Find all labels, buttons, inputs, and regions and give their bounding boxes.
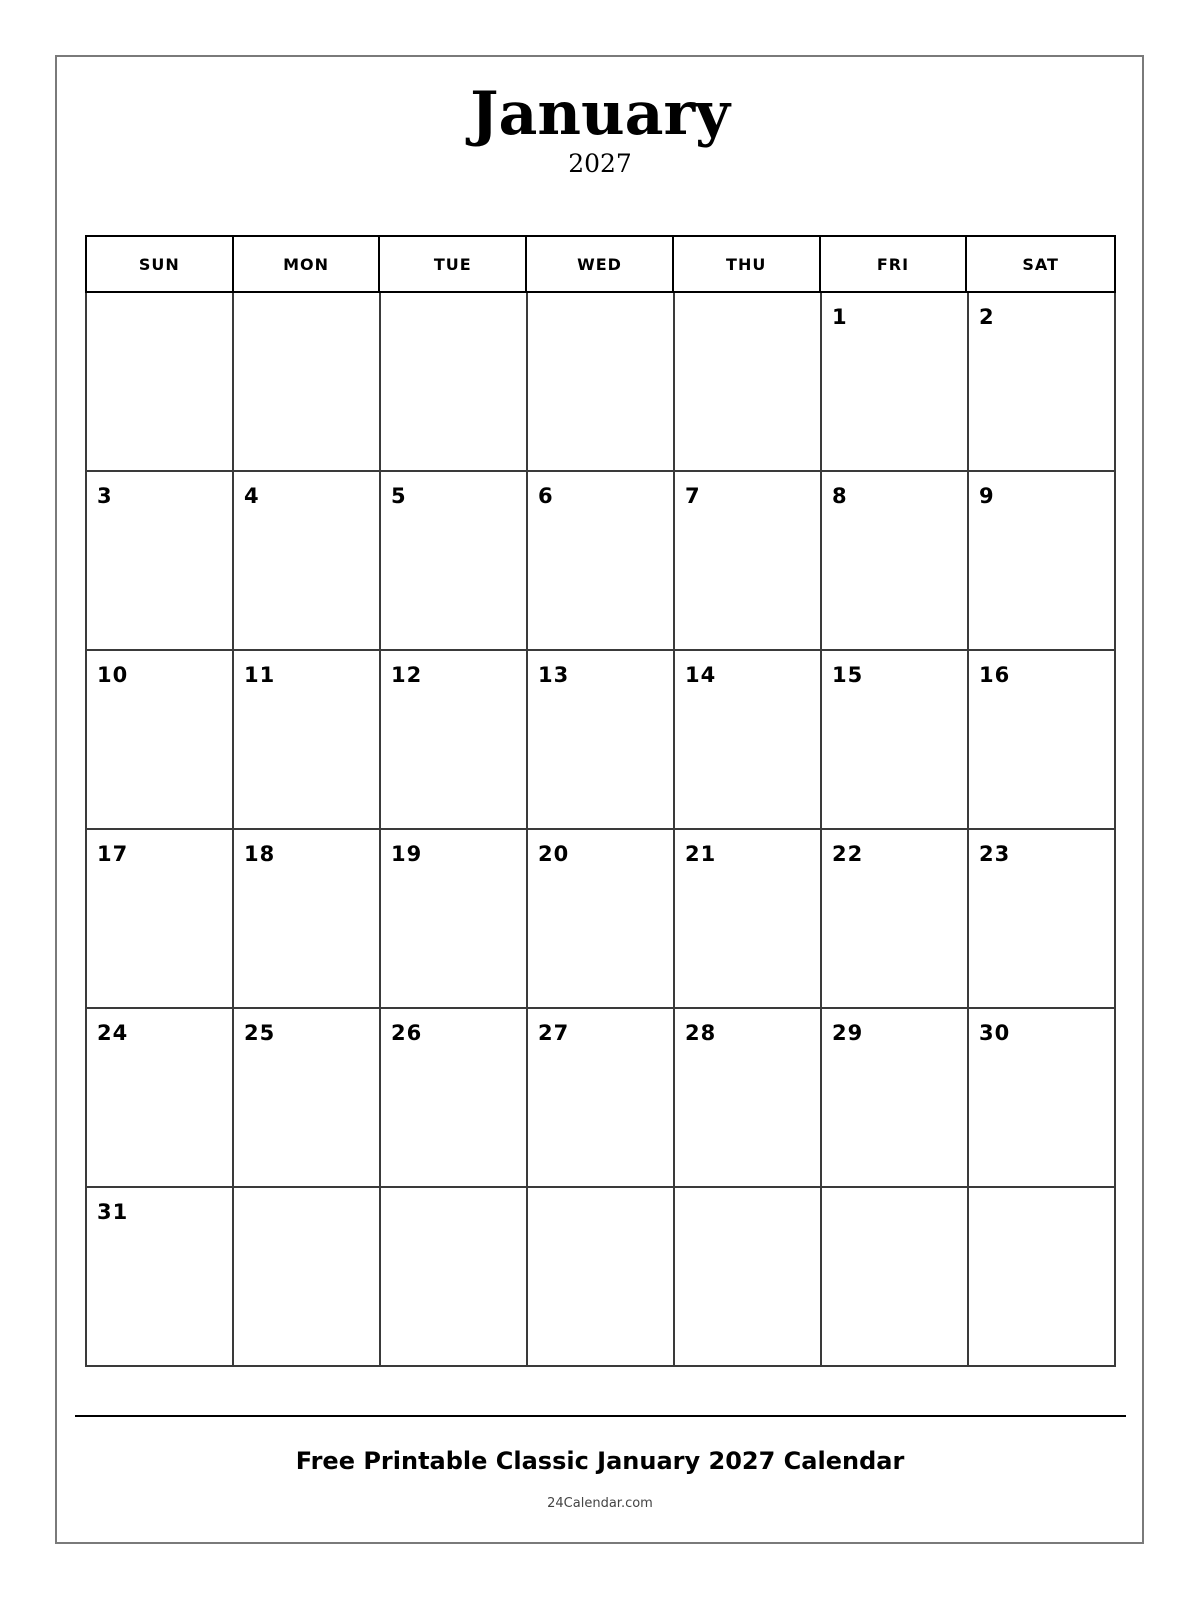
day-cell — [969, 651, 1116, 830]
weekday-header-row — [85, 235, 1116, 293]
day-cell — [234, 1188, 381, 1367]
day-cell — [528, 830, 675, 1009]
day-cell — [381, 651, 528, 830]
day-number: 10 — [97, 663, 129, 687]
day-cell — [234, 651, 381, 830]
day-cell — [822, 293, 969, 472]
day-number: 30 — [979, 1021, 1011, 1045]
day-number: 23 — [979, 842, 1011, 866]
day-cell — [528, 1009, 675, 1188]
day-number: 9 — [979, 484, 995, 508]
day-cell — [528, 651, 675, 830]
day-cell — [822, 651, 969, 830]
day-cell — [87, 1009, 234, 1188]
day-number: 3 — [97, 484, 113, 508]
day-cell — [381, 293, 528, 472]
day-number: 12 — [391, 663, 423, 687]
day-cell — [675, 293, 822, 472]
day-number: 16 — [979, 663, 1011, 687]
day-cell — [822, 830, 969, 1009]
month-title: January — [470, 79, 730, 149]
day-number: 8 — [832, 484, 848, 508]
day-number: 25 — [244, 1021, 276, 1045]
day-cell — [822, 472, 969, 651]
day-cell — [87, 1188, 234, 1367]
day-cell — [381, 1188, 528, 1367]
day-number: 21 — [685, 842, 717, 866]
day-number: 20 — [538, 842, 570, 866]
day-cell — [381, 472, 528, 651]
day-cell — [675, 1188, 822, 1367]
day-number: 6 — [538, 484, 554, 508]
day-cell — [969, 1188, 1116, 1367]
day-cell — [528, 293, 675, 472]
day-cell — [528, 1188, 675, 1367]
calendar-table — [85, 235, 1116, 1367]
day-cell — [234, 293, 381, 472]
day-cell — [969, 293, 1116, 472]
day-number: 15 — [832, 663, 864, 687]
day-number: 11 — [244, 663, 276, 687]
day-cell — [675, 830, 822, 1009]
day-number: 5 — [391, 484, 407, 508]
day-number: 19 — [391, 842, 423, 866]
weekday-wed: WED — [527, 237, 674, 291]
day-number: 29 — [832, 1021, 864, 1045]
day-cell — [675, 651, 822, 830]
day-grid — [85, 293, 1116, 1367]
day-cell — [528, 472, 675, 651]
day-cell — [969, 830, 1116, 1009]
weekday-mon: MON — [234, 237, 381, 291]
day-number: 28 — [685, 1021, 717, 1045]
footer-divider — [75, 1415, 1126, 1417]
day-cell — [234, 1009, 381, 1188]
weekday-sat: SAT — [1022, 254, 1059, 274]
day-number: 17 — [97, 842, 129, 866]
day-cell — [822, 1188, 969, 1367]
weekday-sun: SUN — [87, 237, 234, 291]
day-number: 18 — [244, 842, 276, 866]
day-number: 24 — [97, 1021, 129, 1045]
year-title: 2027 — [568, 149, 632, 178]
day-cell — [969, 1009, 1116, 1188]
day-number: 27 — [538, 1021, 570, 1045]
day-cell — [822, 1009, 969, 1188]
day-number: 26 — [391, 1021, 423, 1045]
day-number: 31 — [97, 1200, 129, 1224]
day-cell — [381, 1009, 528, 1188]
footer-source: 24Calendar.com — [547, 1496, 653, 1511]
day-number: 13 — [538, 663, 570, 687]
day-number: 2 — [979, 305, 995, 329]
weekday-thu: THU — [674, 237, 821, 291]
day-number: 1 — [832, 305, 848, 329]
weekday-fri: FRI — [821, 237, 968, 291]
footer-title: Free Printable Classic January 2027 Calendar — [295, 1447, 905, 1475]
day-cell — [381, 830, 528, 1009]
day-cell — [675, 472, 822, 651]
day-cell — [234, 830, 381, 1009]
day-cell — [87, 651, 234, 830]
day-number: 7 — [685, 484, 701, 508]
day-cell — [969, 472, 1116, 651]
day-cell — [87, 472, 234, 651]
day-cell — [675, 1009, 822, 1188]
day-cell — [234, 472, 381, 651]
day-number: 4 — [244, 484, 260, 508]
day-cell — [87, 830, 234, 1009]
day-number: 14 — [685, 663, 717, 687]
day-number: 22 — [832, 842, 864, 866]
day-cell — [87, 293, 234, 472]
weekday-tue: TUE — [380, 237, 527, 291]
